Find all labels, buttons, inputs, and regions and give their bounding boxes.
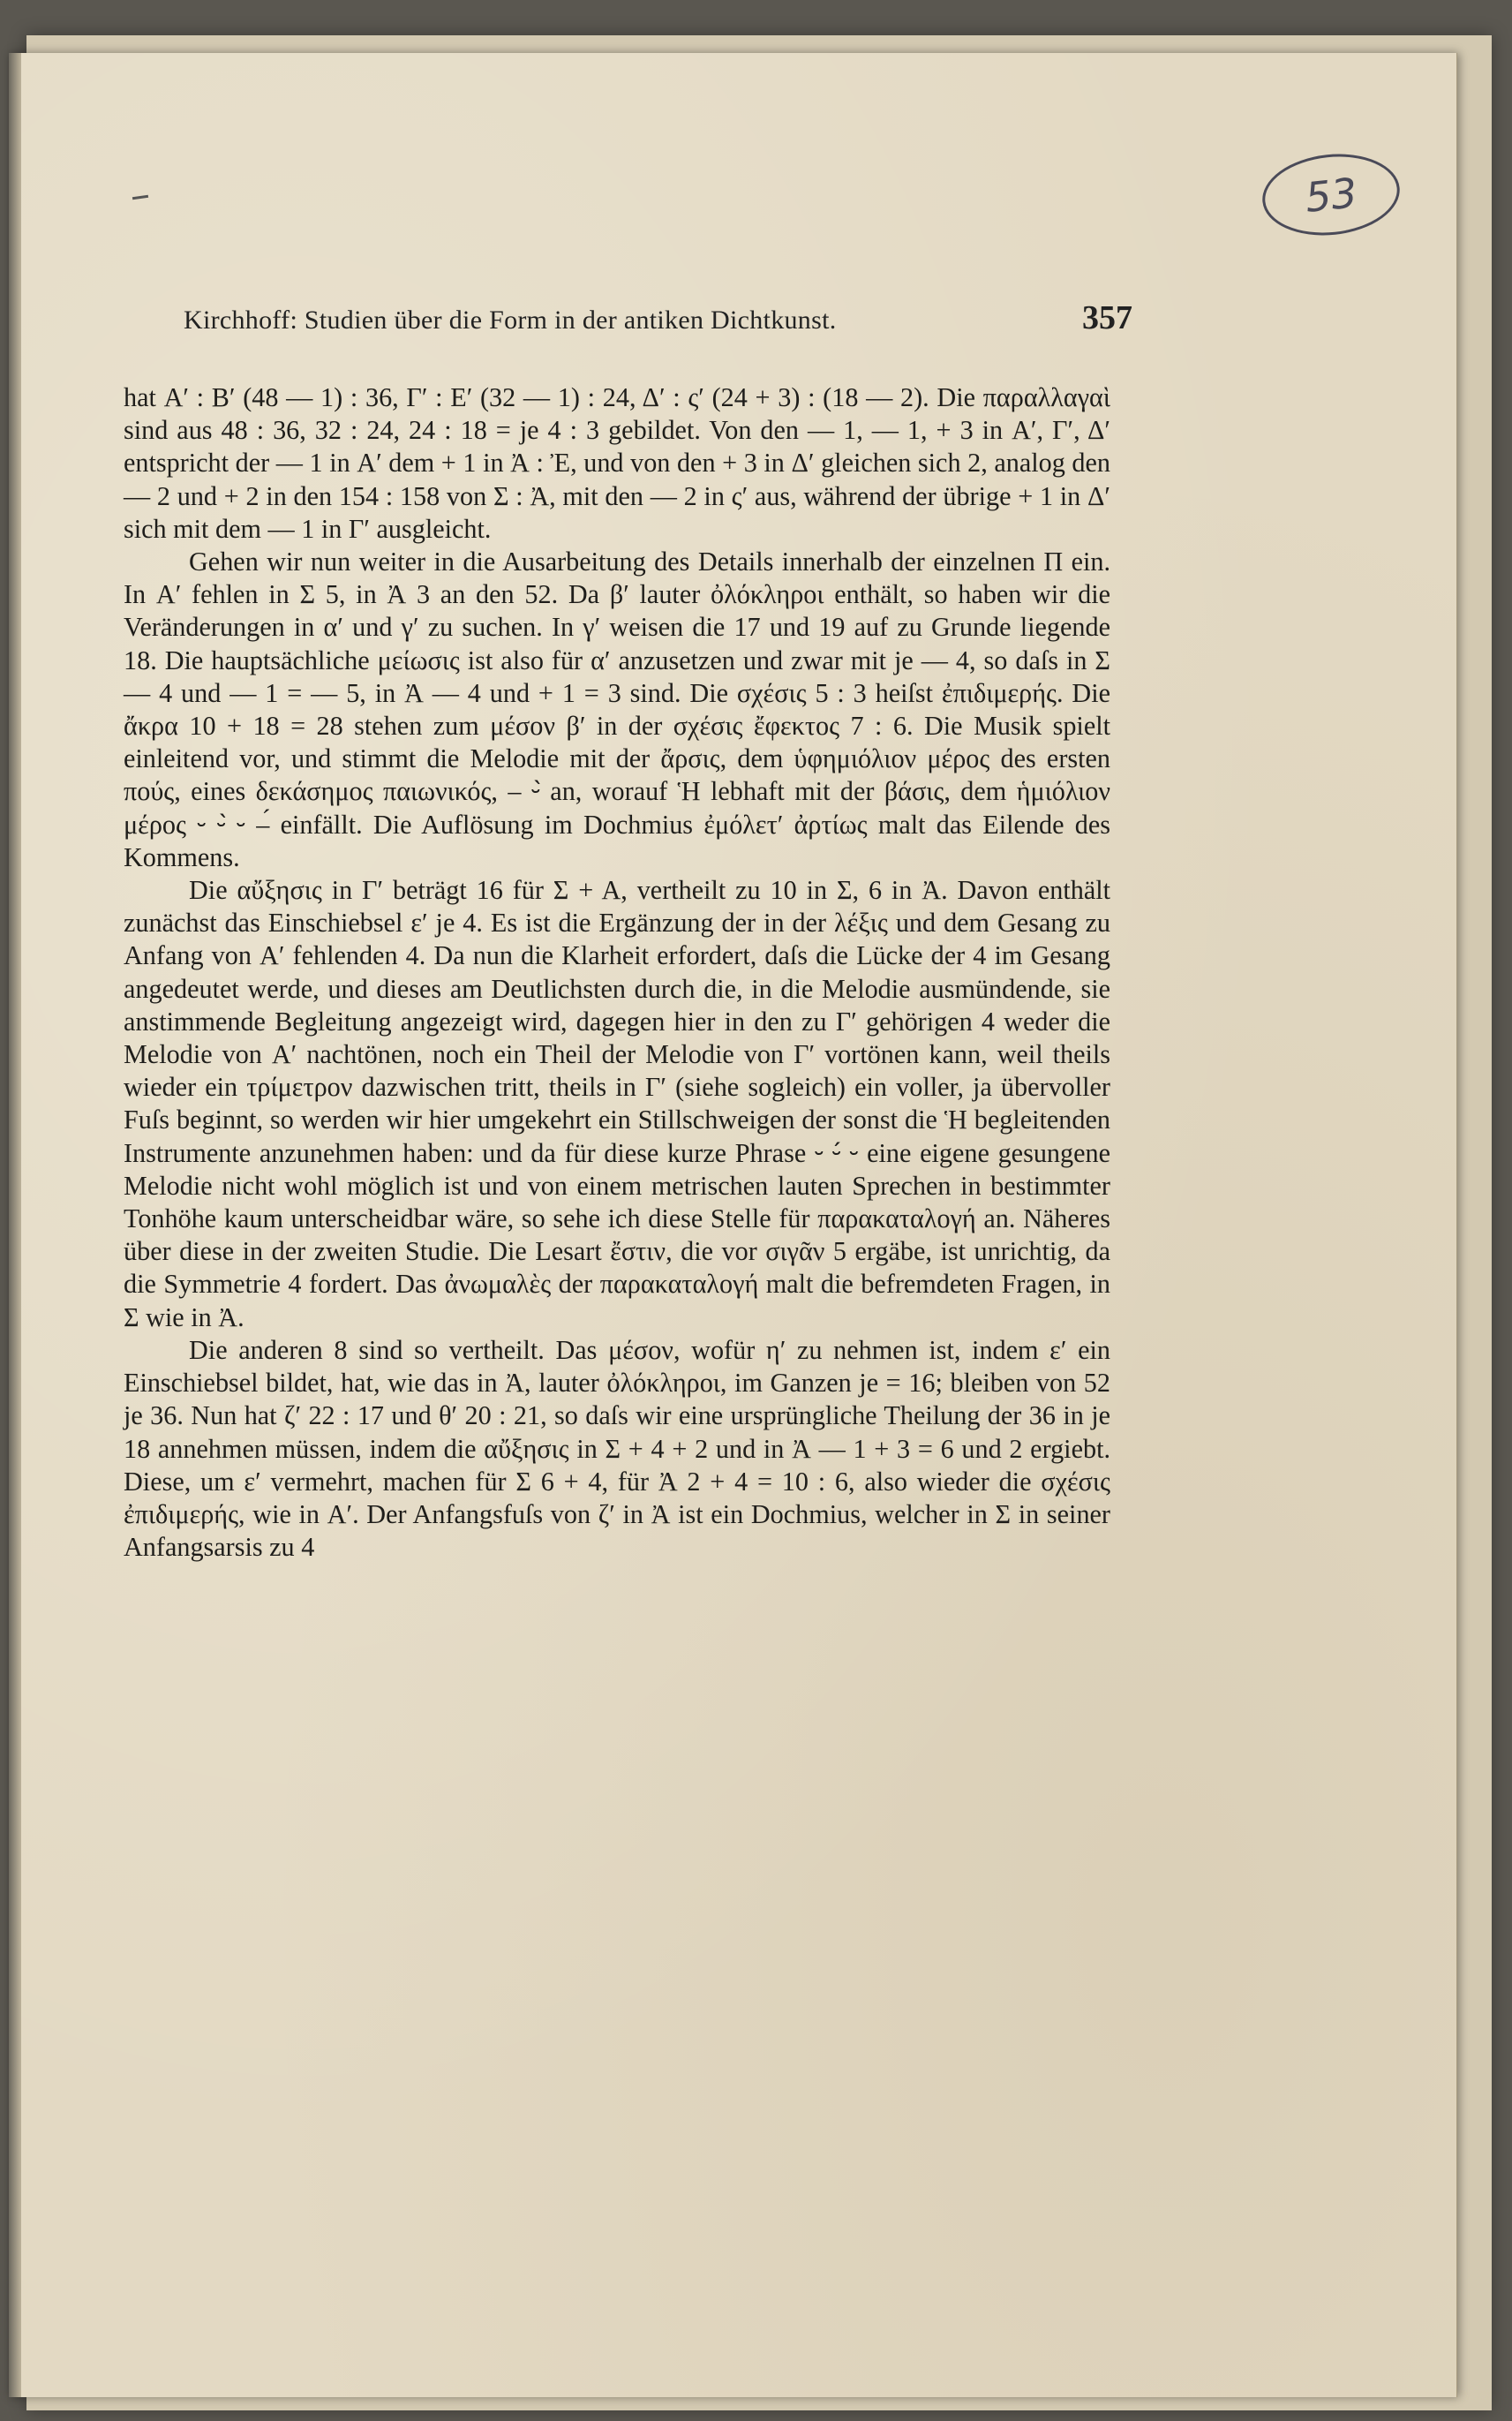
body-text [124, 381, 1110, 1564]
paragraph: Gehen wir nun weiter in die Ausarbeitung des Details innerhalb der einzelnen Π ein. In Α′ fehlen in Σ 5, in Ἀ 3 an den 52. Da β′ lauter ὀλόκληροι enthält, so haben wir die Veränderungen in α′ und γ′ zu suchen. In γ′ weisen die 17 und 19 auf zu Grunde liegende 18. Die hauptsächliche μείωσις ist also für α′ anzusetzen und zwar mit je — 4, so daſs in Σ — 4 und — 1 = — 5, in Ἀ — 4 und + 1 = 3 sind. Die σχέσις 5 : 3 heiſst ἐπιδιμερής. Die ἄκρα 10 + 18 = 28 stehen zum μέσον β′ in der σχέσις ἔφεκτος 7 : 6. Die Musik spielt einleitend vor, und stimmt die Melodie mit der ἄρσις, dem ὑφημιόλιον μέρος des ersten πούς, eines δεκάσημος παιωνικός, ‒ ⏑́ an, worauf Ἡ lebhaft mit der βάσις, dem ἡμιόλιον μέρος ⏑ ⏑́ ⏑ ‒́ einfällt. Die Auflösung im Dochmius ἐμόλετ′ ἀρτίως malt das Eilende des Kommens. [124, 547, 1110, 872]
page-stamp [1259, 147, 1404, 242]
running-header [184, 298, 1132, 337]
book-page [9, 53, 1457, 2397]
page-binding-edge [9, 53, 21, 2397]
pencil-mark [132, 195, 148, 200]
paragraph: Die anderen 8 sind so vertheilt. Das μέσον, wofür η′ zu nehmen ist, indem ε′ ein Einschiebsel bildet, hat, wie das in Ἀ, lauter ὀλόκληροι, im Ganzen je = 16; bleiben von 52 je 36. Nun hat ζ′ 22 : 17 und θ′ 20 : 21, so daſs wir eine ursprüngliche Theilung der 36 in je 18 annehmen müssen, indem die αὔξησις in Σ + 4 + 2 und in Ἀ — 1 + 3 = 6 und 2 ergiebt. Diese, um ε′ vermehrt, machen für Σ 6 + 4, für Ἀ 2 + 4 = 10 : 6, also wieder die σχέσις ἐπιδιμερής, wie in Α′. Der Anfangsfuſs von ζ′ in Ἀ ist ein Dochmius, welcher in Σ in seiner Anfangsarsis zu 4 [124, 1334, 1110, 1563]
stamp-number: 53 [1303, 168, 1359, 222]
paragraph: Die αὔξησις in Γ′ beträgt 16 für Σ + Α, vertheilt zu 10 in Σ, 6 in Ἀ. Davon enthält zunächst das Einschiebsel ε′ je 4. Es ist die Ergänzung der in der λέξις und dem Gesang zu Anfang von Α′ fehlenden 4. Da nun die Klarheit erfordert, daſs die Lücke der 4 im Gesang angedeutet werde, und dieses am Deutlichsten durch die, in die Melodie ausmündende, sie anstimmende Begleitung angezeigt wird, dagegen hier in den zu Γ′ gehörigen 4 weder die Melodie von Α′ nachtönen, noch ein Theil der Melodie von Γ′ vortönen kann, weil theils wieder ein τρίμετρον dazwischen tritt, theils in Γ′ (siehe sogleich) ein voller, ja übervoller Fuſs beginnt, so werden wir hier umgekehrt ein Stillschweigen der sonst die Ἡ begleitenden Instrumente anzunehmen haben: und da für diese kurze Phrase ⏑ ⏑́ ⏑ eine eigene gesungene Melodie nicht wohl möglich ist und von einem metrischen lauten Sprechen in bestimmter Tonhöhe kaum unterscheidbar wäre, so sehe ich diese Stelle für παρακαταλογή an. Näheres über diese in der zweiten Studie. Die Lesart ἔστιν, die vor σιγᾶν 5 ergäbe, ist unrichtig, da die Symmetrie 4 fordert. Das ἀνωμαλὲς der παρακαταλογή malt die befremdeten Fragen, in Σ wie in Ἀ. [124, 875, 1110, 1332]
page-number: 357 [1082, 299, 1132, 336]
running-title: Kirchhoff: Studien über die Form in der antiken Dichtkunst. [184, 305, 837, 335]
paragraph: hat Α′ : Β′ (48 — 1) : 36, Γ′ : Ε′ (32 — 1) : 24, Δ′ : ς′ (24 + 3) : (18 — 2). Die παραλλαγαὶ sind aus 48 : 36, 32 : 24, 24 : 18 = je 4 : 3 gebildet. Von den — 1, — 1, + 3 in Α′, Γ′, Δ′ entspricht der — 1 in Α′ dem + 1 in Ἀ : Ἐ, und von den + 3 in Δ′ gleichen sich 2, analog den — 2 und + 2 in den 154 : 158 von Σ : Ἀ, mit den — 2 in ς′ aus, während der übrige + 1 in Δ′ sich mit dem — 1 in Γ′ ausgleicht. [124, 382, 1110, 544]
